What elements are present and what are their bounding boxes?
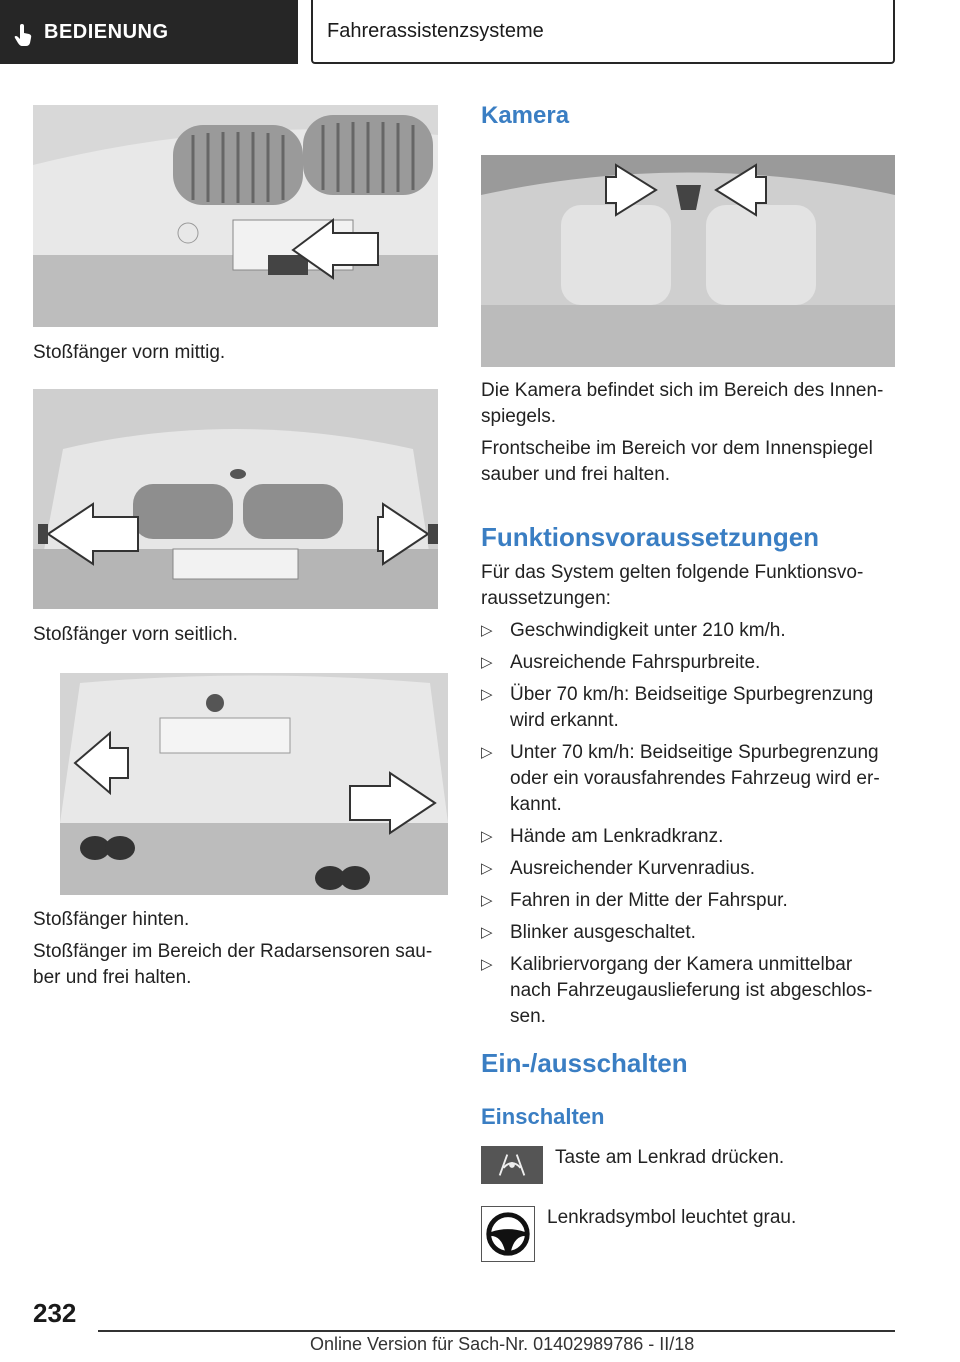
steering-wheel-icon bbox=[481, 1206, 535, 1262]
heading-einschalten: Einschalten bbox=[481, 1104, 605, 1129]
page-number: 232 bbox=[33, 1298, 77, 1328]
page-header bbox=[0, 0, 960, 66]
funktion-intro: Für das System gelten folgende Funktionsvoraussetzungen: bbox=[481, 562, 864, 609]
list-item: ▷ Über 70 km/h: Beidseitige Spurbegrenzung wird erkannt. bbox=[481, 682, 895, 734]
list-item: ▷ Ausreichende Fahrspurbreite. bbox=[481, 650, 895, 676]
caption-rear: Stoßfänger hinten. bbox=[33, 909, 190, 930]
list-item: ▷ Geschwindigkeit unter 210 km/h. bbox=[481, 618, 895, 644]
chapter-label: Fahrerassistenzsysteme bbox=[327, 19, 544, 42]
section-label: BEDIENUNG bbox=[44, 20, 169, 43]
caption-front-side: Stoßfänger vorn seitlich. bbox=[33, 624, 238, 645]
heading-kamera: Kamera bbox=[481, 102, 570, 129]
hand-pointer-icon bbox=[14, 24, 34, 46]
figure-camera-interior bbox=[481, 155, 895, 367]
figure-bumper-rear bbox=[60, 673, 448, 895]
list-item: ▷ Kalibriervorgang der Kamera unmittelbar nach Fahrzeugauslieferung ist abgeschlossen. bbox=[481, 952, 895, 1030]
step-press-button: Taste am Lenkrad drücken. bbox=[555, 1147, 785, 1168]
heading-funktionsvoraussetzungen: Funktionsvoraussetzungen bbox=[481, 522, 820, 552]
list-item: ▷ Hände am Lenkradkranz. bbox=[481, 824, 895, 850]
figure-bumper-front-center bbox=[33, 105, 438, 327]
kamera-paragraph-1: Die Kamera befindet sich im Bereich des Innenspiegels. bbox=[481, 380, 884, 427]
paragraph-radar-clean: Stoßfänger im Bereich der Radarsensoren sauber und frei halten. bbox=[33, 941, 433, 988]
section-tab[interactable] bbox=[0, 0, 298, 64]
list-item: ▷ Blinker ausgeschaltet. bbox=[481, 920, 895, 946]
list-item: ▷ Fahren in der Mitte der Fahrspur. bbox=[481, 888, 895, 914]
footer-divider bbox=[98, 1330, 895, 1332]
lane-assist-button-icon bbox=[481, 1146, 543, 1184]
chapter-tab[interactable] bbox=[311, 0, 895, 64]
figure-bumper-front-side bbox=[33, 389, 438, 609]
list-item: ▷ Ausreichender Kurvenradius. bbox=[481, 856, 895, 882]
requirements-list bbox=[481, 618, 895, 1036]
list-item: ▷ Unter 70 km/h: Beidseitige Spurbegrenzung oder ein vorausfahrendes Fahrzeug wird erkannt. bbox=[481, 740, 895, 818]
kamera-paragraph-2: Frontscheibe im Bereich vor dem Innenspiegel sauber und frei halten. bbox=[481, 438, 873, 485]
step-symbol-grey: Lenkradsymbol leuchtet grau. bbox=[547, 1207, 797, 1228]
heading-ein-ausschalten: Ein-/ausschalten bbox=[481, 1048, 688, 1078]
caption-front-center: Stoßfänger vorn mittig. bbox=[33, 342, 226, 363]
footer-online-version: Online Version für Sach-Nr. 01402989786 - II/18 bbox=[310, 1334, 695, 1354]
